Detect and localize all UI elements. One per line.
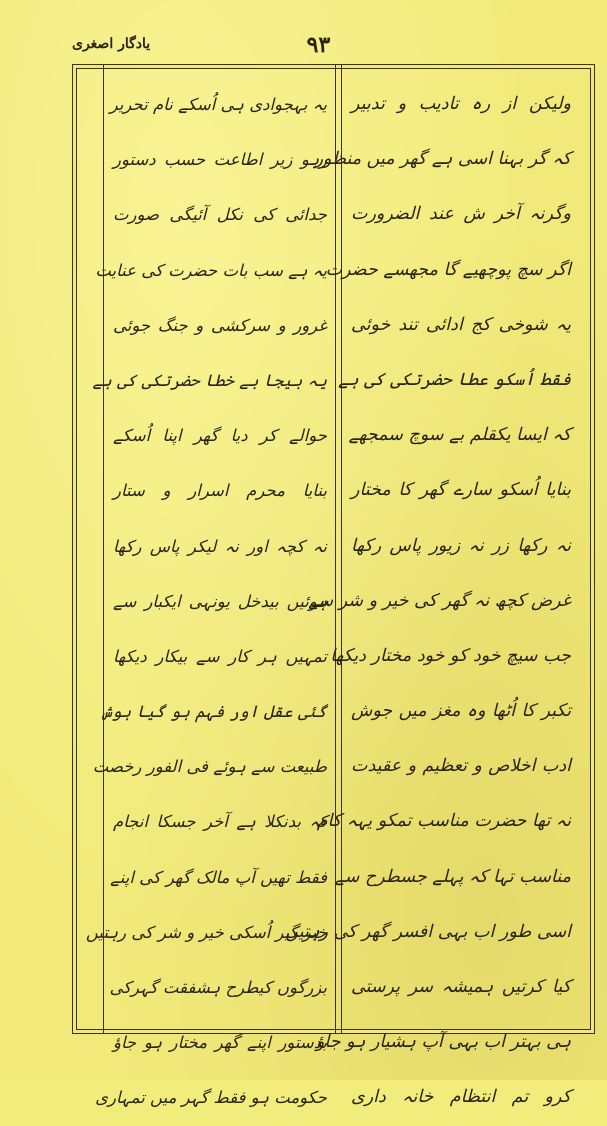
verse-line: ولیکن از رہ تادیب و تدبیر — [351, 94, 571, 114]
verse-line: کیا کرتیں ہمیشہ سر پرستی — [351, 977, 571, 997]
verse-line: بدستور اپنے گھر مختار ہو جاؤ — [113, 1033, 327, 1053]
verse-line: کہ ایسا یکقلم بے سوچ سمجھے — [348, 425, 571, 446]
verse-line: ادب اخلاص و تعظیم و عقیدت — [351, 756, 571, 777]
text-frame — [72, 64, 595, 1108]
verse-line: اسی طور اب بہی افسر گھر کی رہتیں — [285, 921, 571, 942]
verse-line: اگر سچ پوچھیے گا مجھسے حضرت — [325, 259, 571, 280]
verse-line: فقط تھیں آپ مالک گھر کی اپنے — [110, 867, 327, 887]
verse-line: کرو تم انتظام خانہ داری — [351, 1087, 571, 1108]
verse-line: جب سیچ خود کو خود مختار دیکھا — [330, 645, 571, 666]
verse-line: ہی بہتر اب بہی آپ ہشیار ہو جاؤ — [315, 1032, 571, 1053]
verse-line: بزرگوں کیطرح ہشفقت گہرکی — [109, 978, 327, 997]
verse-line: مناسب تہا کہ پہلے جسطرح سے — [334, 866, 571, 887]
verse-line: غرض کچھ نہ گھر کی خیر و شر سے — [308, 590, 571, 611]
verse-line: یہ بہجوادی ہی اُسکے نام تحریر — [109, 95, 327, 114]
verse-line: بنایا محرم اسرار و ستار — [113, 481, 327, 501]
verse-line: غرور و سرکشی و جنگ جوئی — [113, 315, 327, 335]
verse-line: وگرنہ آخر ش عند الضرورت — [351, 204, 571, 225]
verse-line: حوالے کر دیا گھر اپنا اُسکے — [113, 426, 327, 446]
margin-rule — [103, 65, 104, 1033]
verse-line: حکومت ہو فقط گہر میں تمہاری — [95, 1088, 327, 1108]
verse-line: طبیعت سے ہوئے فی الفور رخصت — [92, 757, 327, 777]
verse-line: ہوئیں بیدخل یونہی ایکبار سے — [113, 591, 327, 611]
running-title: یادگار اصغری — [72, 36, 151, 52]
column-left — [85, 77, 327, 1108]
verse-line: نہ رکھا زر نہ زیور پاس رکھا — [351, 535, 571, 556]
page-number: ۹۳ — [306, 32, 331, 58]
verse-line: فقط اُسکو عطا حضرتکی کی ہے — [338, 369, 571, 390]
verse-line: بنایا اُسکو سارے گھر کا مختار — [351, 480, 571, 501]
verse-line: کہ گر بہنا اسی ہے گھر میں منظور — [314, 149, 571, 170]
verse-line: جدائی کی نکل آئیگی صورت — [113, 205, 327, 225]
verse-line: کہ بدنکلا ہے آخر جسکا انجام — [113, 812, 327, 832]
verse-line: رہو زیر اطاعت حسب دستور — [113, 150, 327, 170]
verse-line: یہ ہے سب بات حضرت کی عنایت — [95, 260, 327, 280]
verse-line: گئی عقل اور فہم ہو گیا ہوش — [102, 702, 327, 722]
verse-line: نہ تھا حضرت مناسب تمکو یہہ کام — [316, 811, 571, 832]
verse-line: یہ بیجا بے خطا حضرتکی کی ہے — [92, 370, 327, 390]
verse-line: نہ کچہ اور نہ لیکر پاس رکھا — [113, 536, 327, 556]
verse-line: یہ شوخی کج ادائی تند خوئی — [351, 314, 571, 335]
page-header — [70, 30, 567, 64]
verse-line: تمہیں ہر کار سے بیکار دیکھا — [113, 646, 327, 666]
verse-line: خبر گیر اُسکی خیر و شر کی رہتیں — [85, 922, 327, 942]
column-right — [285, 77, 571, 1108]
verse-line: تکبر کا اُٹھا وہ مغز میں جوش — [351, 701, 571, 722]
